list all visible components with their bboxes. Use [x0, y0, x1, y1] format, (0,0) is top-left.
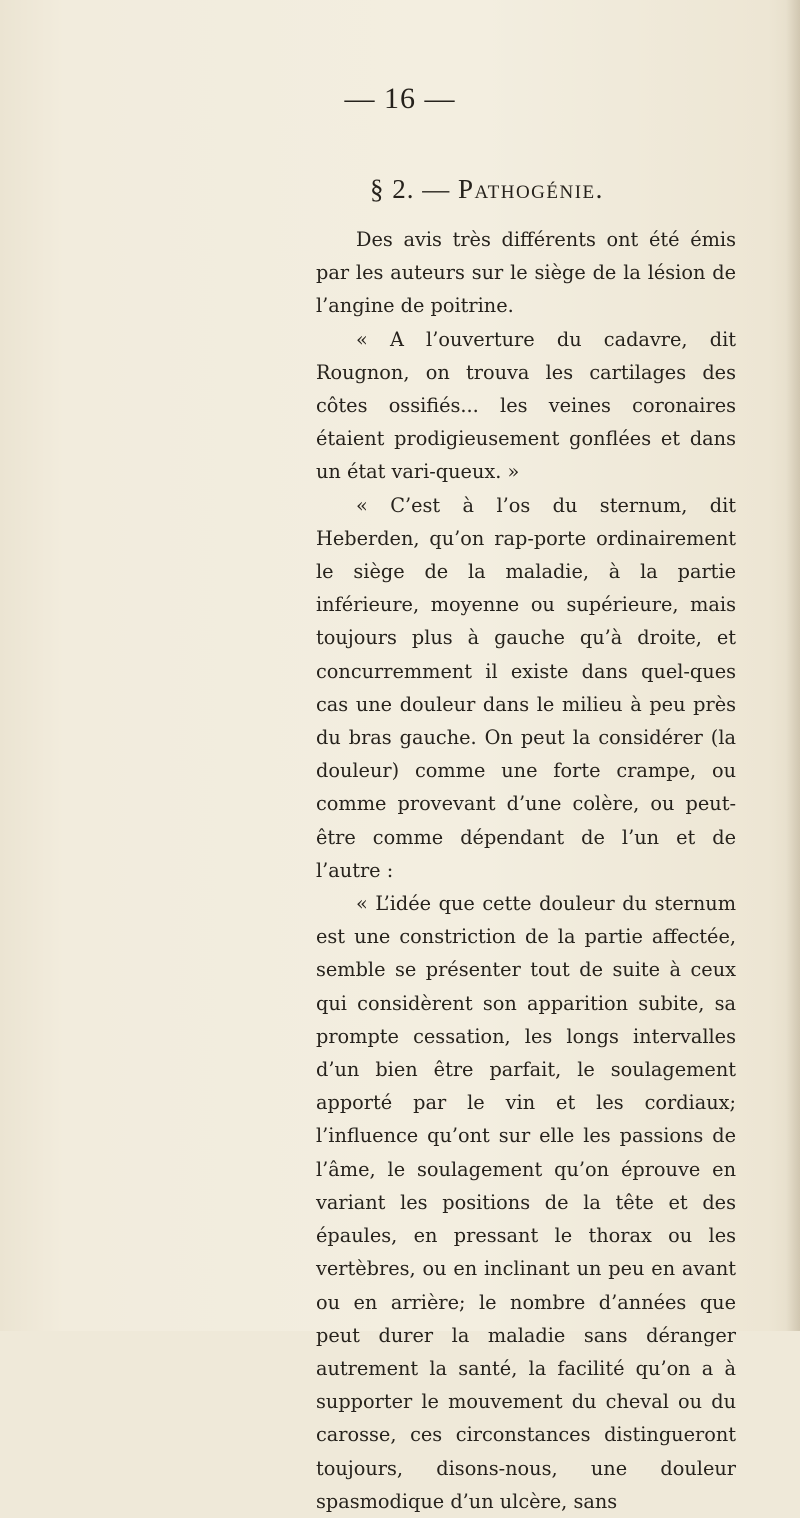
paragraph: « C’est à l’os du sternum, dit Heberden, qu’on rap-porte ordinairement le siège de la maladie, à la partie inférieure, moyenne ou supérieure, mais toujours plus à gauche qu’à droite, et concurremment il existe dans quel-ques cas une douleur dans le milieu à peu près du bras gauche. On peut la considérer (la douleur) comme une forte crampe, ou comme provevant d’une colère, ou peut-être comme dépendant de l’un et de l’autre :: [316, 493, 736, 882]
paragraph: Des avis très différents ont été émis par les auteurs sur le siège de la lésion de l’angine de poitrine.: [316, 228, 736, 318]
paragraph: « A l’ouverture du cadavre, dit Rougnon, on trouva les cartilages des côtes ossifiés... les veines coronaires étaient prodigieusement gonflées et dans un état vari-queux. »: [316, 327, 736, 484]
page-number: — 16 —: [344, 82, 456, 115]
section-prefix: § 2. —: [370, 174, 458, 204]
section-title: Pathogénie.: [458, 174, 604, 204]
paragraph: « L’idée que cette douleur du sternum est une constriction de la partie affectée, semble se présenter tout de suite à ceux qui considèrent son apparition subite, sa prompte cessation, les longs intervalles d’un bien être parfait, le soulagement apporté par le vin et les cordiaux; l’influence qu’ont sur elle les passions de l’âme, le soulagement qu’on éprouve en variant les positions de la tête et des épaules, en pressant le thorax ou les vertèbres, ou en inclinant un peu en avant ou en arrière; le nombre d’années que peut durer la maladie sans déranger autrement la santé, la facilité qu’on a à supporter le mouvement du cheval ou du carosse, ces circonstances distingueront toujours, disons-nous, une douleur spasmodique d’un ulcère, sans: [316, 892, 736, 1513]
section-heading: [370, 174, 604, 205]
body-text: [316, 223, 736, 1518]
